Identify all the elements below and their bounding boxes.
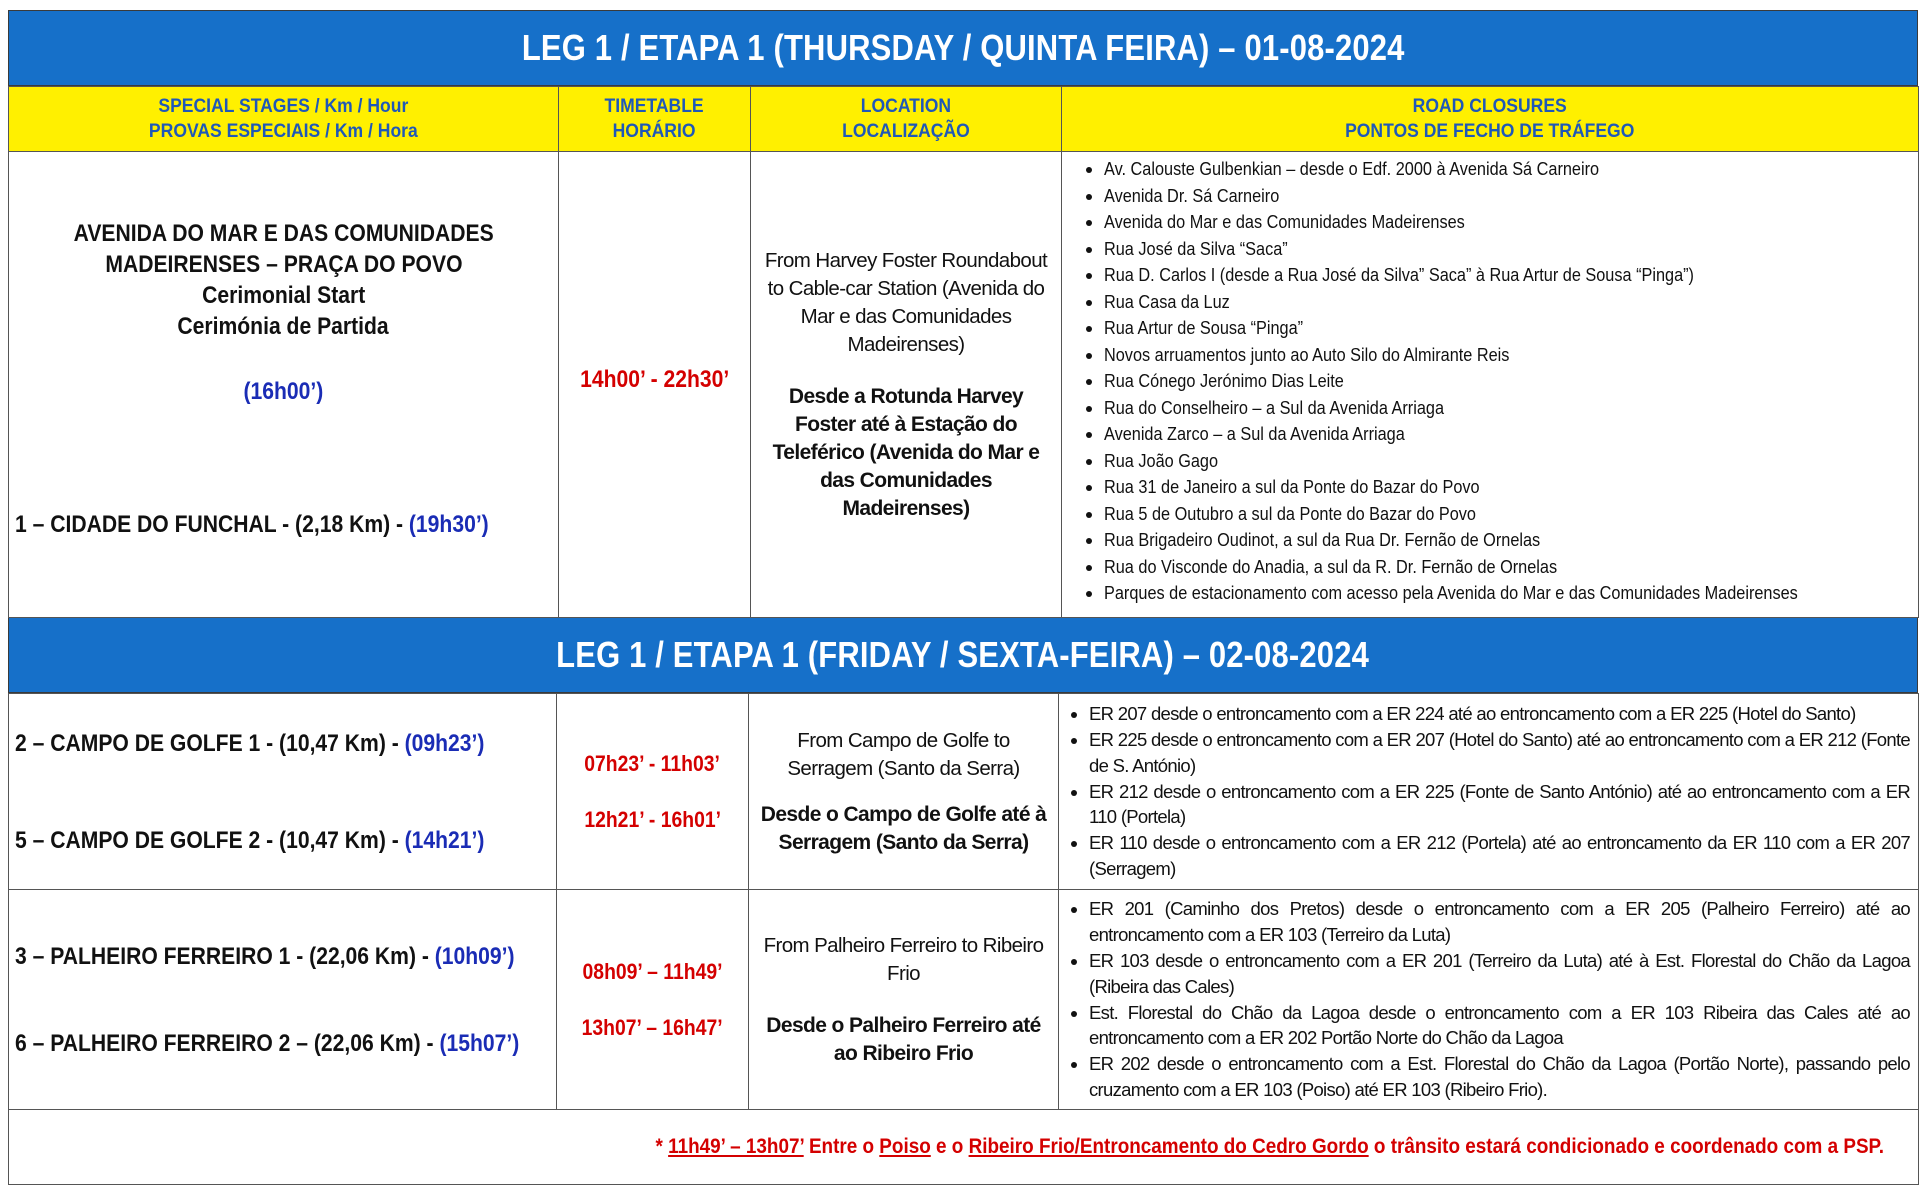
closures-list-funchal: [1062, 156, 1918, 607]
row-funchal: [9, 152, 1919, 618]
timetable-funchal: 14h00’ - 22h30’: [559, 152, 751, 618]
closure-item: • Novos arruamentos junto ao Auto Silo do Almirante Reis: [1104, 342, 1918, 369]
closures-list-golfe: [1059, 701, 1918, 882]
stage-6-time: (15h07’): [439, 1029, 520, 1057]
closure-item: • ER 225 desde o entroncamento com a ER 207 (Hotel do Santo) até ao entroncamento com a ER 212 (Fonte de S. António): [1089, 727, 1918, 779]
closure-item: • Avenida do Mar e das Comunidades Madeirenses: [1104, 209, 1918, 236]
closure-item: • Av. Calouste Gulbenkian – desde o Edf. 2000 à Avenida Sá Carneiro: [1104, 156, 1918, 183]
closures-golfe: [1059, 694, 1919, 890]
closure-item: • Rua Artur de Sousa “Pinga”: [1104, 315, 1918, 342]
closure-item: • Est. Florestal do Chão da Lagoa desde o entroncamento com a ER 103 Ribeira das Cales até ao entroncamento com a ER 202 Portão Norte do Chão da Lagoa: [1089, 1000, 1918, 1052]
stage-cell-funchal: AVENIDA DO MAR E DAS COMUNIDADES MADEIRENSES – PRAÇA DO POVO Cerimonial Start Cerimónia de Partida (16h00’) 1 – CIDADE DO FUNCHAL - (2,18 Km) - (19h30’): [9, 152, 559, 618]
header-location: LOCATION LOCALIZAÇÃO: [751, 87, 1062, 152]
footnote-time: 11h49’ – 13h07’: [668, 1135, 804, 1158]
closure-item: • Rua Casa da Luz: [1104, 289, 1918, 316]
row-palheiro-ferreiro: [9, 890, 1919, 1110]
closure-item: • Rua do Conselheiro – a Sul da Avenida Arriaga: [1104, 395, 1918, 422]
header-timetable: TIMETABLE HORÁRIO: [559, 87, 751, 152]
stage-6-name: 6 – PALHEIRO FERREIRO 2 – (22,06 Km) -: [15, 1029, 440, 1057]
stage-3-time: (10h09’): [434, 942, 515, 970]
closure-item: • ER 110 desde o entroncamento com a ER 212 (Portela) até ao entroncamento da ER 110 com a ER 207 (Serragem): [1089, 830, 1918, 882]
timetable-palheiro: 08h09’ – 11h49’ 13h07’ – 16h47’: [557, 890, 749, 1110]
stage-5-name: 5 – CAMPO DE GOLFE 2 - (10,47 Km) -: [15, 826, 405, 854]
thursday-table: [8, 86, 1919, 618]
row-campo-de-golfe: [9, 694, 1919, 890]
friday-table: [8, 693, 1919, 1185]
closure-item: • Rua José da Silva “Saca”: [1104, 236, 1918, 263]
footnote-place-ribeiro-frio: Ribeiro Frio/Entroncamento do Cedro Gordo: [968, 1135, 1369, 1158]
schedule-page: [8, 10, 1918, 1185]
closures-palheiro: [1059, 890, 1919, 1110]
location-palheiro: From Palheiro Ferreiro to Ribeiro Frio Desde o Palheiro Ferreiro até ao Ribeiro Frio: [749, 890, 1059, 1110]
stage-1-name: 1 – CIDADE DO FUNCHAL - (2,18 Km) -: [15, 511, 409, 538]
closure-item: • Rua Brigadeiro Oudinot, a sul da Rua Dr. Fernão de Ornelas: [1104, 527, 1918, 554]
stage-cell-palheiro: [9, 890, 557, 1110]
closures-list-palheiro: [1059, 896, 1918, 1102]
closure-item: • Rua João Gago: [1104, 448, 1918, 475]
closure-item: • Avenida Zarco – a Sul da Avenida Arriaga: [1104, 421, 1918, 448]
stage-cell-golfe: [9, 694, 557, 890]
closure-item: • ER 103 desde o entroncamento com a ER 201 (Terreiro da Luta) até à Est. Florestal do Chão da Lagoa (Ribeira das Cales): [1089, 948, 1918, 1000]
closure-item: • Rua do Visconde do Anadia, a sul da R. Dr. Fernão de Ornelas: [1104, 554, 1918, 581]
leg1-friday-title: LEG 1 / ETAPA 1 (FRIDAY / SEXTA-FEIRA) – 02-08-2024: [556, 634, 1370, 675]
footnote: * 11h49’ – 13h07’ Entre o Poiso e o Ribeiro Frio/Entroncamento do Cedro Gordo o trânsito estará condicionado e coordenado com a PSP.: [9, 1110, 1919, 1185]
leg1-friday-banner: [8, 618, 1918, 693]
closure-item: • ER 201 (Caminho dos Pretos) desde o entroncamento com a ER 205 (Palheiro Ferreiro) até ao entroncamento com a ER 103 (Terreiro da Luta): [1089, 896, 1918, 948]
closure-item: • Parques de estacionamento com acesso pela Avenida do Mar e das Comunidades Madeirenses: [1104, 580, 1918, 607]
stage-1-time: (19h30’): [408, 511, 489, 538]
closure-item: • Rua Cónego Jerónimo Dias Leite: [1104, 368, 1918, 395]
stage-5-time: (14h21’): [404, 826, 485, 854]
ceremony-time: (16h00’): [243, 378, 324, 405]
location-funchal: From Harvey Foster Roundabout to Cable-car Station (Avenida do Mar e das Comunidades Madeirenses) Desde a Rotunda Harvey Foster até à Estação do Teleférico (Avenida do Mar e das Comunidades Madeirenses): [751, 152, 1062, 618]
header-closures: ROAD CLOSURES PONTOS DE FECHO DE TRÁFEGO: [1062, 87, 1919, 152]
leg1-thursday-banner: [8, 10, 1918, 86]
location-golfe: From Campo de Golfe to Serragem (Santo da Serra) Desde o Campo de Golfe até à Serragem (Santo da Serra): [749, 694, 1059, 890]
closure-item: • Rua D. Carlos I (desde a Rua José da Silva” Saca” à Rua Artur de Sousa “Pinga”): [1104, 262, 1918, 289]
closure-item: • Rua 5 de Outubro a sul da Ponte do Bazar do Povo: [1104, 501, 1918, 528]
footnote-row: [9, 1110, 1919, 1185]
closure-item: • Rua 31 de Janeiro a sul da Ponte do Bazar do Povo: [1104, 474, 1918, 501]
closure-item: • ER 207 desde o entroncamento com a ER 224 até ao entroncamento com a ER 225 (Hotel do Santo): [1089, 701, 1918, 727]
footnote-place-poiso: Poiso: [879, 1135, 931, 1158]
header-row: [9, 87, 1919, 152]
stage-2-time: (09h23’): [404, 729, 485, 757]
leg1-thursday-title: LEG 1 / ETAPA 1 (THURSDAY / QUINTA FEIRA) – 01-08-2024: [521, 27, 1405, 68]
closures-funchal: [1062, 152, 1919, 618]
stage-2-name: 2 – CAMPO DE GOLFE 1 - (10,47 Km) -: [15, 729, 405, 757]
closure-item: • Avenida Dr. Sá Carneiro: [1104, 183, 1918, 210]
closure-item: • ER 202 desde o entroncamento com a Est. Florestal do Chão da Lagoa (Portão Norte), passando pelo cruzamento com a ER 103 (Poiso) até ER 103 (Ribeiro Frio).: [1089, 1051, 1918, 1103]
timetable-golfe: 07h23’ - 11h03’ 12h21’ - 16h01’: [557, 694, 749, 890]
header-stages: SPECIAL STAGES / Km / Hour PROVAS ESPECIAIS / Km / Hora: [9, 87, 559, 152]
closure-item: • ER 212 desde o entroncamento com a ER 225 (Fonte de Santo António) até ao entroncamento com a ER 110 (Portela): [1089, 779, 1918, 831]
stage-3-name: 3 – PALHEIRO FERREIRO 1 - (22,06 Km) -: [15, 942, 435, 970]
